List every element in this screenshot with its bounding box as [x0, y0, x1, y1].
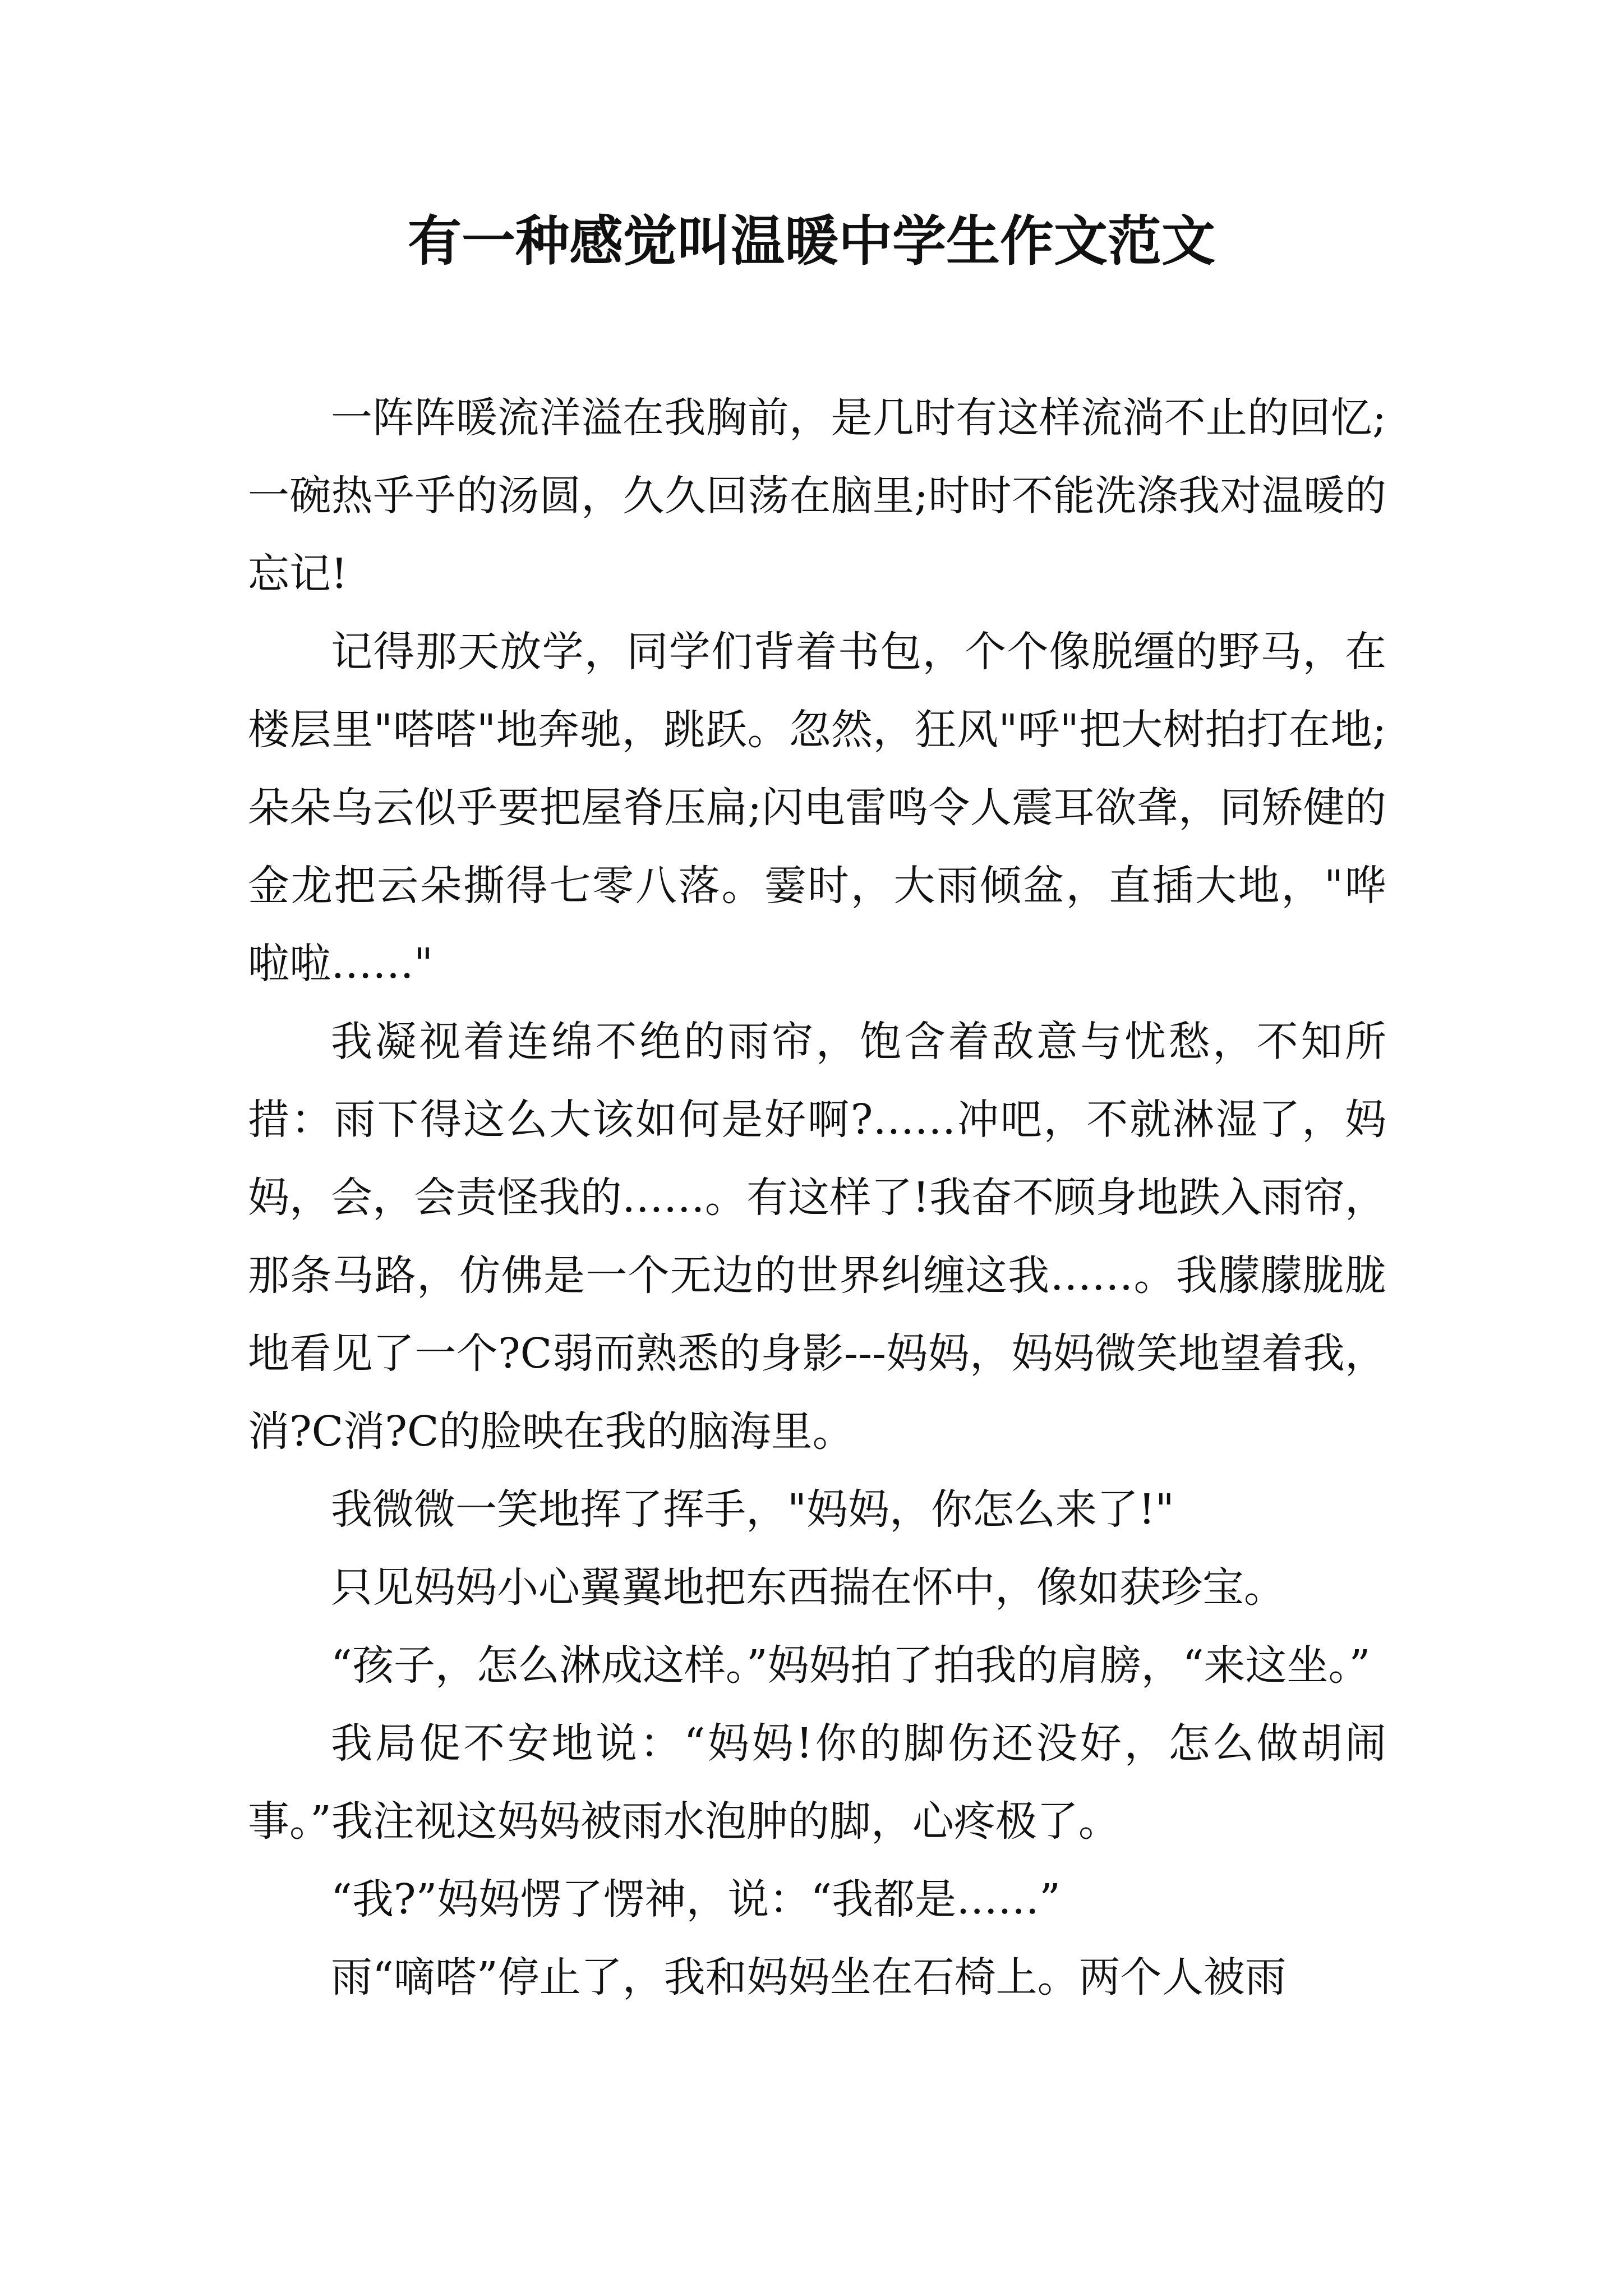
paragraph-9: 雨“嘀嗒”停止了，我和妈妈坐在石椅上。两个人被雨 [331, 1953, 1287, 2001]
paragraph-7: 我局促不安地说：“妈妈!你的脚伤还没好，怎么做胡闹事。”我注视这妈妈被雨水泡肿的脚，心疼极了。 [248, 1719, 1386, 1846]
document-title: 有一种感觉叫温暖中学生作文范文 [408, 209, 1215, 273]
paragraph-3: 我凝视着连绵不绝的雨帘，饱含着敌意与忧愁，不知所措：雨下得这么大该如何是好啊?……冲吧，不就淋湿了，妈妈，会，会责怪我的……。有这样了!我奋不顾身地跌入雨帘，那条马路，仿佛是一个无边的世界纠缠这我……。我朦朦胧胧地看见了一个?C弱而熟悉的身影---妈妈，妈妈微笑地望着我，消?C消?C的脸映在我的脑海里。 [248, 1018, 1386, 1456]
paragraph-5: 只见妈妈小心翼翼地把东西揣在怀中，像如获珍宝。 [331, 1563, 1285, 1612]
paragraph-8: “我?”妈妈愣了愣神，说：“我都是……” [331, 1875, 1061, 1924]
paragraph-1: 一阵阵暖流洋溢在我胸前，是几时有这样流淌不止的回忆;一碗热乎乎的汤圆，久久回荡在脑里;时时不能洗涤我对温暖的忘记! [248, 394, 1386, 598]
document-body [248, 379, 1386, 2017]
paragraph-4: 我微微一笑地挥了挥手，"妈妈，你怎么来了!" [331, 1485, 1174, 1534]
paragraph-2: 记得那天放学，同学们背着书包，个个像脱缰的野马，在楼层里"嗒嗒"地奔驰，跳跃。忽然，狂风"呼"把大树拍打在地;朵朵乌云似乎要把屋脊压扁;闪电雷鸣令人震耳欲聋，同矫健的金龙把云朵撕得七零八落。霎时，大雨倾盆，直插大地，"哗啦啦……" [248, 628, 1386, 988]
paragraph-6: “孩子，怎么淋成这样。”妈妈拍了拍我的肩膀，“来这坐。” [331, 1641, 1371, 1690]
